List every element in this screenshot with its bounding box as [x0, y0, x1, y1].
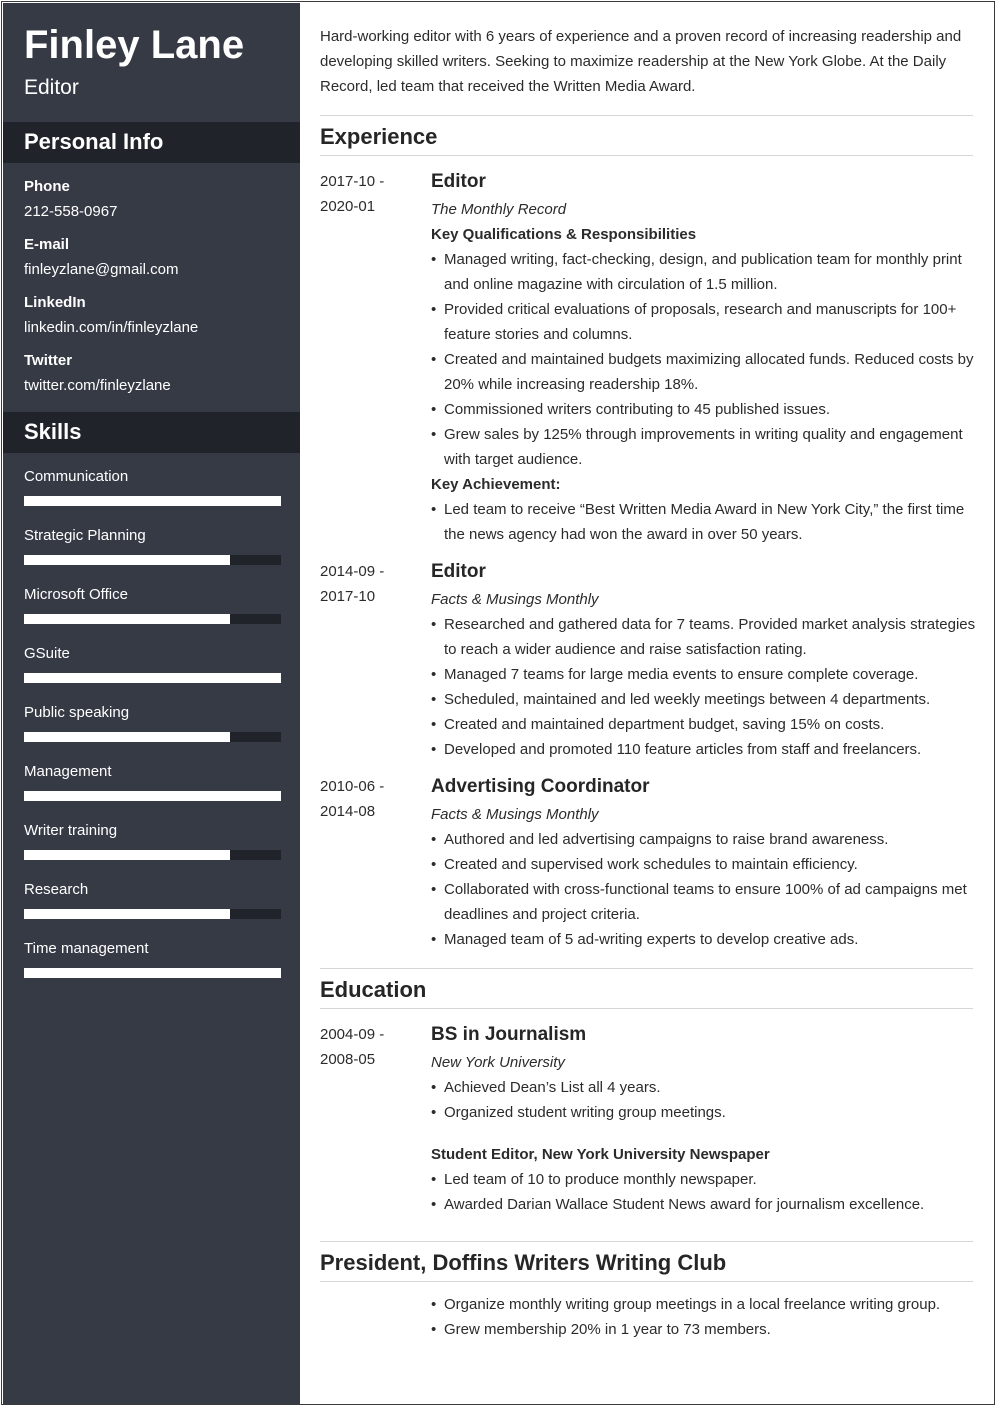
skill-name: Microsoft Office: [24, 586, 128, 603]
education-bullets: [431, 1075, 976, 1125]
divider: [320, 1281, 973, 1282]
divider: [320, 115, 973, 116]
personal-info-heading: [3, 122, 300, 163]
education-dates: [320, 1022, 410, 1072]
skill-name: Public speaking: [24, 704, 130, 721]
skill-name: Research: [24, 881, 89, 898]
experience-heading: Experience: [320, 124, 438, 149]
personal-info-heading-label: Personal Info: [24, 129, 164, 154]
job-date-end: 2014-08: [320, 803, 376, 820]
job-bullets: [431, 612, 976, 762]
achievement-bullets: [431, 497, 976, 547]
bullet-item: • Created and maintained budgets maximizing allocated funds. Reduced costs by 20% while increasing readership 18%.: [431, 347, 976, 397]
skill-bar-fill: [24, 555, 230, 565]
resume-page: [1, 1, 995, 1405]
bullet-item: • Managed writing, fact-checking, design, and publication team for monthly print and online magazine with circulation of 1.5 million.: [431, 247, 976, 297]
divider: [320, 155, 973, 156]
email-label: E-mail: [24, 236, 70, 253]
summary-text: Hard-working editor with 6 years of experience and a proven record of increasing readership and developing skilled writers. Seeking to maximize readership at the New York Globe. At the Daily Record, led team that received the Written Media Award.: [320, 28, 962, 95]
bullet-item: • Authored and led advertising campaigns to raise brand awareness.: [431, 827, 976, 852]
job-date-end: 2020-01: [320, 198, 376, 215]
phone-label: Phone: [24, 178, 70, 195]
skill-bar-fill: [24, 791, 281, 801]
skills-heading-label: Skills: [24, 419, 82, 444]
divider: [320, 968, 973, 969]
skill-name: Communication: [24, 468, 129, 485]
degree-title: BS in Journalism: [431, 1024, 587, 1045]
skill-bar-fill: [24, 673, 281, 683]
divider: [320, 1008, 973, 1009]
skill-bar-fill: [24, 496, 281, 506]
skill-bar: [24, 909, 281, 919]
bullet-item: • Grew sales by 125% through improvements in writing quality and engagement with target audience.: [431, 422, 976, 472]
skill-bar-fill: [24, 968, 281, 978]
skill-name: Time management: [24, 940, 149, 957]
job-dates: [320, 559, 410, 609]
job-date-start: 2017-10 -: [320, 173, 385, 190]
job-company: The Monthly Record: [431, 201, 567, 218]
bullet-item: • Collaborated with cross-functional teams to ensure 100% of ad campaigns met deadlines and project criteria.: [431, 877, 976, 927]
twitter-value: twitter.com/finleyzlane: [24, 377, 171, 394]
job-date-start: 2014-09 -: [320, 563, 385, 580]
skill-name: GSuite: [24, 645, 70, 662]
qualifications-heading: Key Qualifications & Responsibilities: [431, 226, 697, 243]
candidate-name: Finley Lane: [24, 23, 245, 67]
skill-bar: [24, 673, 281, 683]
bullet-item: • Developed and promoted 110 feature articles from staff and freelancers.: [431, 737, 976, 762]
skill-bar: [24, 791, 281, 801]
bullet-item: • Organize monthly writing group meetings in a local freelance writing group.: [431, 1292, 976, 1317]
spacer: [431, 1125, 976, 1142]
phone-value: 212-558-0967: [24, 203, 118, 220]
skill-bar: [24, 968, 281, 978]
job-date-start: 2010-06 -: [320, 778, 385, 795]
bullet-item: • Managed 7 teams for large media events to ensure complete coverage.: [431, 662, 976, 687]
job-company: Facts & Musings Monthly: [431, 806, 599, 823]
email-value: finleyzlane@gmail.com: [24, 261, 179, 278]
linkedin-label: LinkedIn: [24, 294, 86, 311]
job-company: Facts & Musings Monthly: [431, 591, 599, 608]
bullet-item: • Led team of 10 to produce monthly newspaper.: [431, 1167, 976, 1192]
education-heading: Education: [320, 977, 427, 1002]
education-entry: [431, 1022, 976, 1217]
job-title: Advertising Coordinator: [431, 776, 650, 797]
club-heading: President, Doffins Writers Writing Club: [320, 1250, 727, 1275]
skill-bar: [24, 614, 281, 624]
candidate-title: Editor: [24, 76, 79, 99]
twitter-label: Twitter: [24, 352, 73, 369]
job-bullets: [431, 827, 976, 952]
sidebar: [3, 3, 300, 1404]
bullet-item: • Created and maintained department budget, saving 15% on costs.: [431, 712, 976, 737]
skills-heading: [3, 412, 300, 453]
achievement-heading: Key Achievement:: [431, 476, 561, 493]
skill-bar: [24, 732, 281, 742]
job-bullets: [431, 247, 976, 472]
school-name: New York University: [431, 1054, 565, 1071]
bullet-item: • Commissioned writers contributing to 45 published issues.: [431, 397, 976, 422]
job-title: Editor: [431, 561, 486, 582]
skill-name: Management: [24, 763, 112, 780]
education-date-start: 2004-09 -: [320, 1026, 385, 1043]
skill-name: Writer training: [24, 822, 118, 839]
club-bullets: [431, 1292, 976, 1342]
skill-bar: [24, 850, 281, 860]
skill-bar-fill: [24, 850, 230, 860]
skill-bar-fill: [24, 614, 230, 624]
job-entry: [431, 559, 976, 762]
job-entry: [431, 169, 976, 547]
divider: [320, 1241, 973, 1242]
student-role-bullets: [431, 1167, 976, 1217]
student-role-heading: Student Editor, New York University Newspaper: [431, 1146, 770, 1163]
job-entry: [431, 774, 976, 952]
skill-bar-fill: [24, 732, 230, 742]
bullet-item: • Scheduled, maintained and led weekly meetings between 4 departments.: [431, 687, 976, 712]
club-entry: [431, 1292, 976, 1342]
job-date-end: 2017-10: [320, 588, 376, 605]
linkedin-value: linkedin.com/in/finleyzlane: [24, 319, 199, 336]
skill-bar-fill: [24, 909, 230, 919]
bullet-item: • Provided critical evaluations of proposals, research and manuscripts for 100+ feature stories and columns.: [431, 297, 976, 347]
bullet-item: • Awarded Darian Wallace Student News award for journalism excellence.: [431, 1192, 976, 1217]
bullet-item: • Achieved Dean’s List all 4 years.: [431, 1075, 976, 1100]
bullet-item: • Created and supervised work schedules to maintain efficiency.: [431, 852, 976, 877]
education-date-end: 2008-05: [320, 1051, 376, 1068]
bullet-item: • Researched and gathered data for 7 teams. Provided market analysis strategies to reach a wider audience and raise satisfaction rating.: [431, 612, 976, 662]
skill-bar: [24, 555, 281, 565]
bullet-item: • Managed team of 5 ad-writing experts to develop creative ads.: [431, 927, 976, 952]
job-title: Editor: [431, 171, 486, 192]
bullet-item: • Grew membership 20% in 1 year to 73 members.: [431, 1317, 976, 1342]
job-dates: [320, 774, 410, 824]
job-dates: [320, 169, 410, 219]
bullet-item: • Led team to receive “Best Written Media Award in New York City,” the first time the news agency had won the award in over 50 years.: [431, 497, 976, 547]
skill-name: Strategic Planning: [24, 527, 146, 544]
skill-bar: [24, 496, 281, 506]
main-content: [300, 3, 994, 1404]
bullet-item: • Organized student writing group meetings.: [431, 1100, 976, 1125]
